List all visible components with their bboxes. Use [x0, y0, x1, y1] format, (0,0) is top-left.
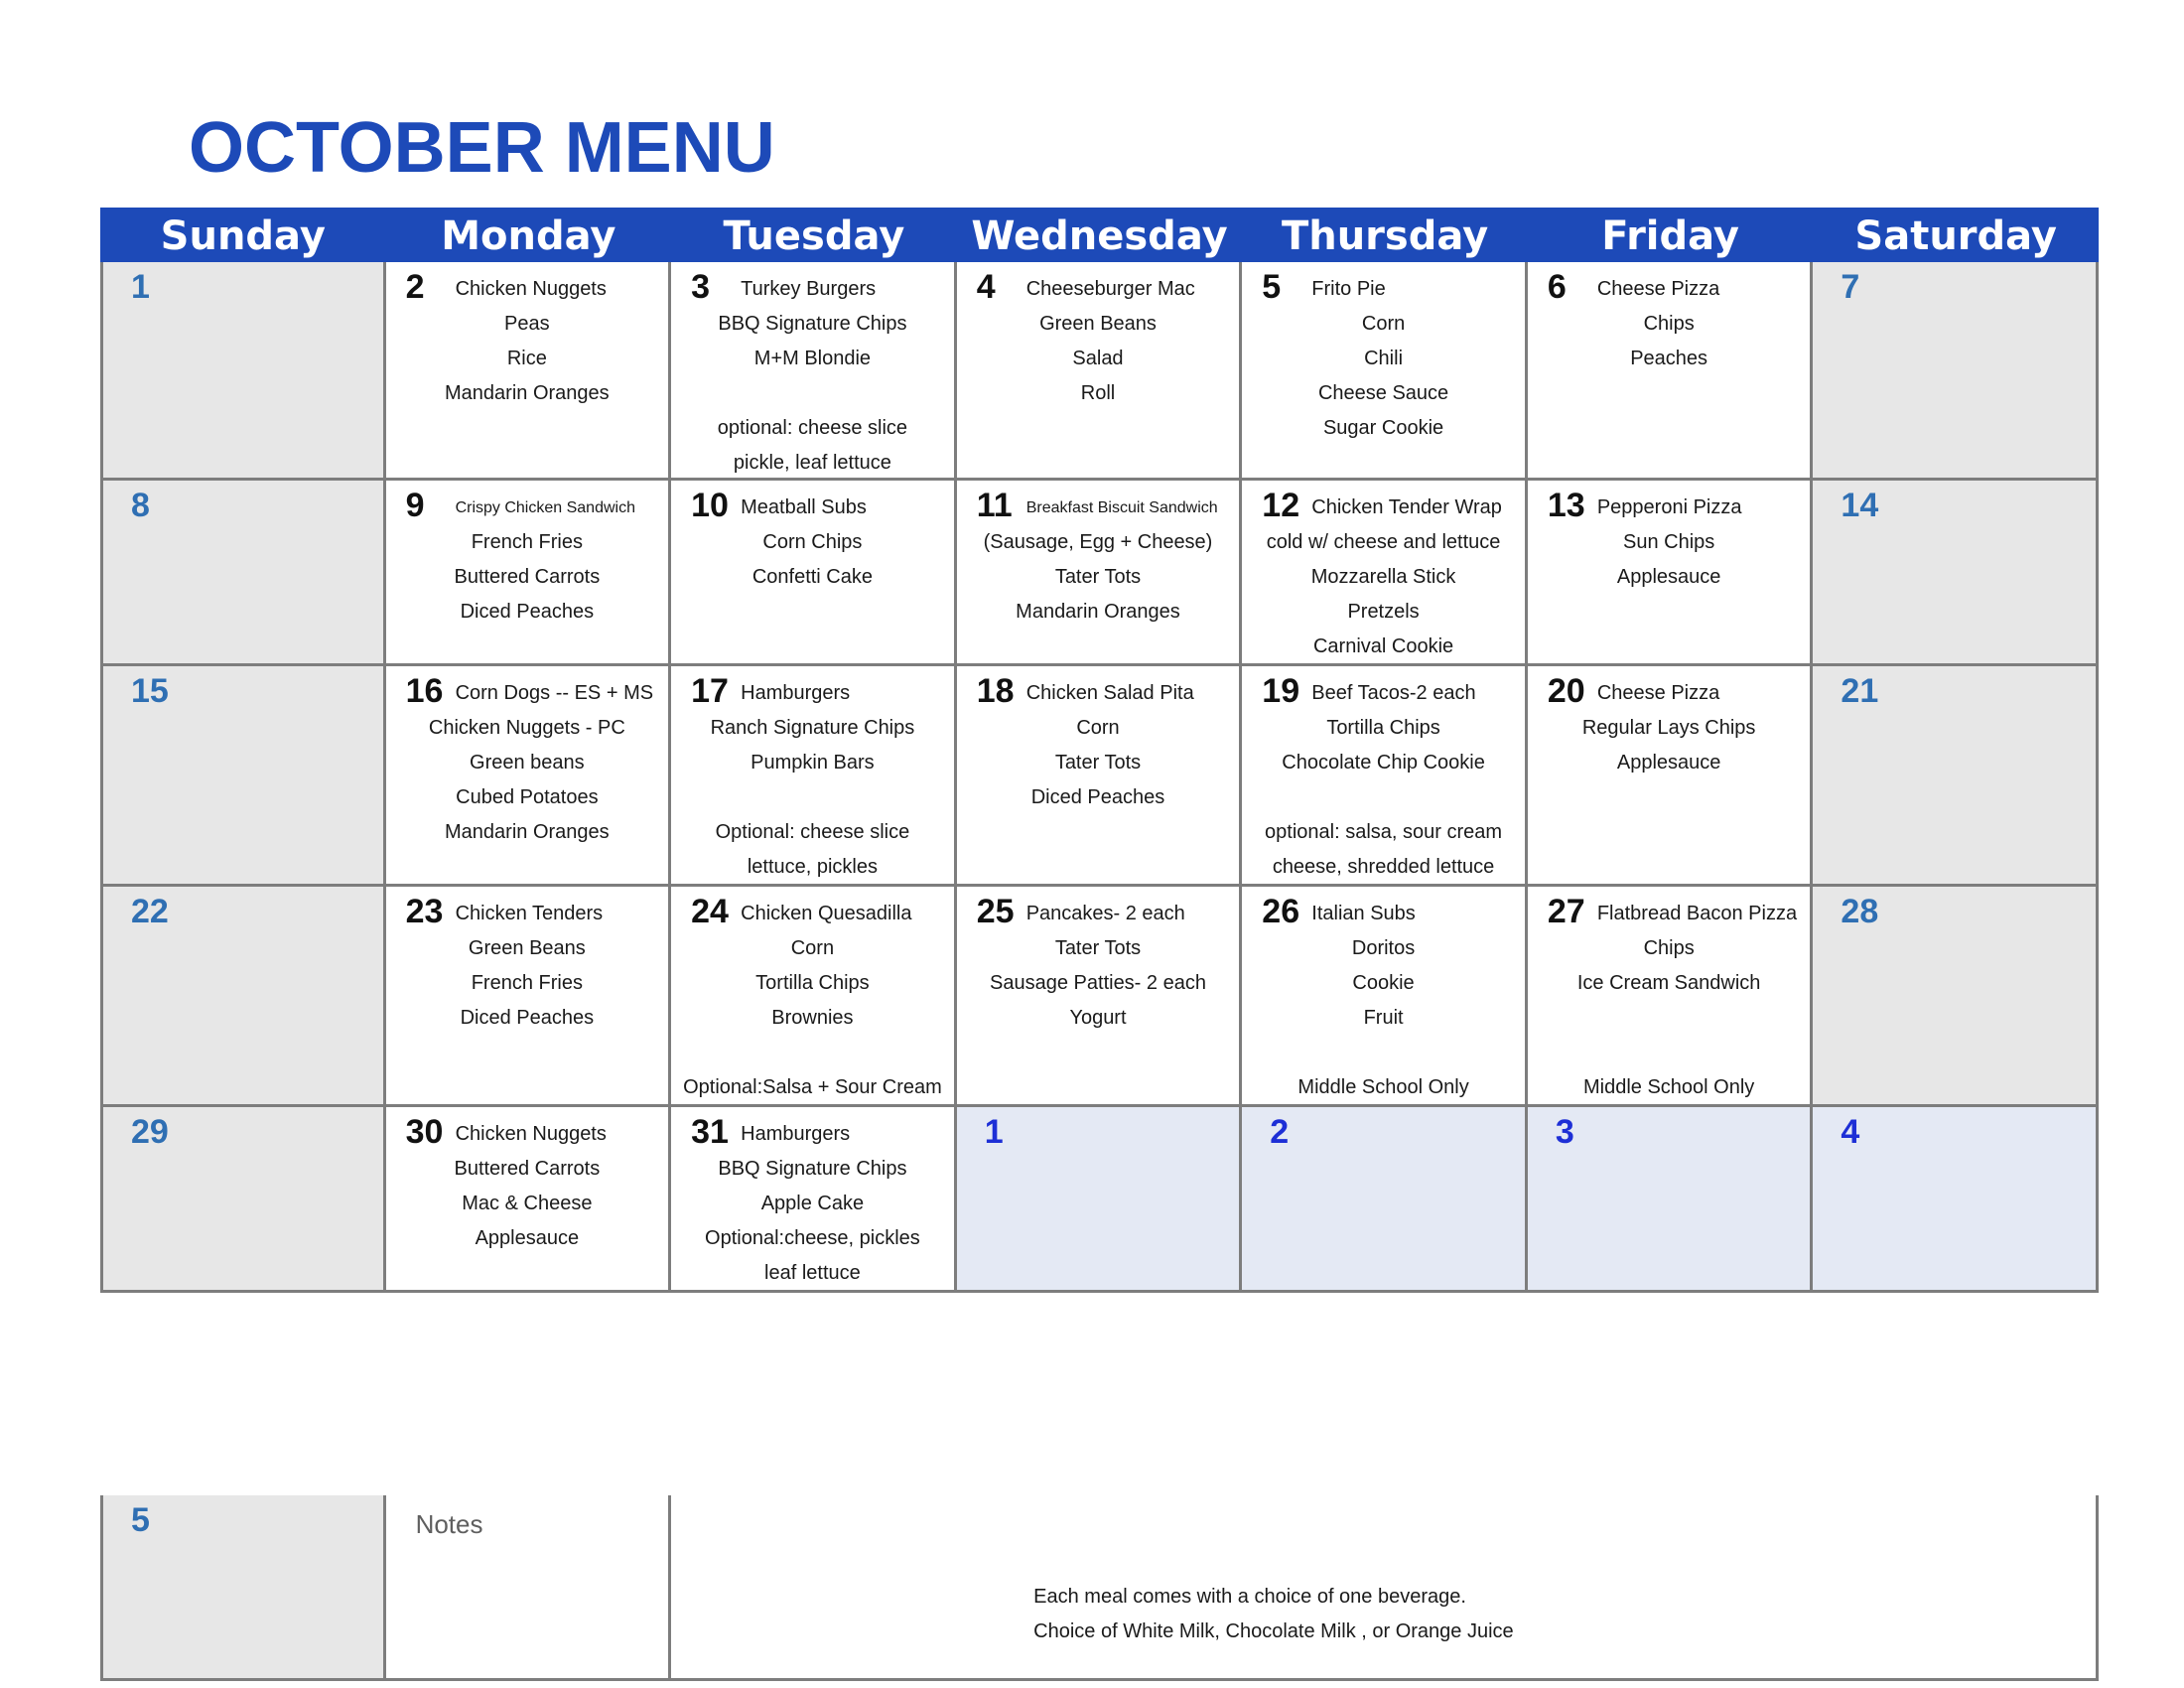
day-cell — [1528, 666, 1814, 887]
menu-item: Optional: cheese slice — [715, 821, 910, 843]
day-number: 2 — [405, 268, 425, 306]
menu-item: Corn — [1361, 313, 1406, 335]
day-number: 9 — [405, 487, 425, 524]
day-cell — [100, 1495, 386, 1681]
menu-item: (Sausage, Egg + Cheese) — [983, 531, 1213, 553]
menu-items — [1528, 676, 1811, 780]
day-cell — [671, 666, 957, 887]
menu-items — [671, 272, 954, 481]
menu-item: Pumpkin Bars — [751, 752, 875, 774]
day-cell — [957, 481, 1243, 666]
menu-item: Ranch Signature Chips — [710, 717, 915, 739]
menu-item: Middle School Only — [1297, 1076, 1469, 1098]
menu-items — [957, 491, 1240, 630]
menu-items — [386, 676, 669, 850]
menu-item: BBQ Signature Chips — [718, 313, 907, 335]
day-cell — [1242, 481, 1528, 666]
notes-cell — [386, 1495, 672, 1681]
menu-main-item: Hamburgers — [741, 682, 851, 704]
day-number: 29 — [131, 1113, 169, 1151]
day-cell — [1242, 666, 1528, 887]
day-cell — [100, 481, 386, 666]
menu-item: Corn — [1076, 717, 1120, 739]
day-number: 25 — [976, 893, 1015, 930]
day-cell — [671, 481, 957, 666]
day-number: 23 — [405, 893, 444, 930]
day-number: 15 — [131, 672, 169, 710]
menu-item: Fruit — [1363, 1007, 1404, 1029]
day-cell — [1813, 481, 2099, 666]
menu-main-item: Pancakes- 2 each — [1025, 903, 1185, 924]
day-cell — [1528, 1107, 1814, 1293]
menu-item: Corn Chips — [762, 531, 863, 553]
menu-item: Cheese Sauce — [1317, 382, 1449, 404]
day-cell — [1528, 481, 1814, 666]
menu-items — [957, 272, 1240, 411]
menu-item: Diced Peaches — [1030, 786, 1165, 808]
day-number: 22 — [131, 893, 169, 930]
menu-item: Chips — [1643, 937, 1695, 959]
menu-item: Tater Tots — [1054, 566, 1142, 588]
weekday-header: Thursday — [1281, 213, 1489, 259]
day-number: 18 — [976, 672, 1015, 710]
menu-item: Sugar Cookie — [1322, 417, 1444, 439]
menu-item: pickle, leaf lettuce — [733, 452, 891, 474]
day-cell — [957, 887, 1243, 1107]
menu-item — [671, 376, 954, 411]
menu-items — [671, 676, 954, 885]
menu-item: Rice — [506, 348, 547, 369]
day-number: 13 — [1547, 487, 1585, 524]
day-cell — [1813, 666, 2099, 887]
menu-item: Optional:cheese, pickles — [705, 1227, 920, 1249]
menu-main-item: Chicken Salad Pita — [1025, 682, 1194, 704]
day-cell — [1528, 887, 1814, 1107]
day-cell — [1813, 1107, 2099, 1293]
menu-main-item: Chicken Nuggets — [455, 1123, 607, 1145]
menu-items — [386, 272, 669, 411]
menu-item: Tortilla Chips — [1326, 717, 1440, 739]
day-number: 19 — [1262, 672, 1300, 710]
menu-item: Regular Lays Chips — [1581, 717, 1756, 739]
day-cell — [386, 666, 672, 887]
menu-main-item: Beef Tacos-2 each — [1311, 682, 1476, 704]
menu-item: Middle School Only — [1582, 1076, 1755, 1098]
menu-item: optional: cheese slice — [717, 417, 908, 439]
menu-main-item: Chicken Tender Wrap — [1311, 496, 1502, 518]
day-number: 14 — [1841, 487, 1879, 524]
calendar — [100, 208, 2099, 1642]
menu-item: Carnival Cookie — [1312, 635, 1454, 657]
menu-item: Mandarin Oranges — [445, 382, 610, 404]
day-number: 4 — [1841, 1113, 1860, 1151]
menu-main-item: Cheese Pizza — [1596, 682, 1720, 704]
menu-item — [671, 780, 954, 815]
menu-items — [671, 491, 954, 595]
day-cell — [1242, 887, 1528, 1107]
day-number: 5 — [131, 1501, 150, 1539]
menu-item: French Fries — [471, 531, 583, 553]
menu-main-item: Meatball Subs — [741, 496, 867, 518]
menu-item: Sausage Patties- 2 each — [990, 972, 1206, 994]
menu-item: Applesauce — [1616, 752, 1721, 774]
menu-item: Buttered Carrots — [454, 566, 601, 588]
menu-item: M+M Blondie — [753, 348, 872, 369]
menu-main-item: Frito Pie — [1311, 278, 1386, 300]
menu-main-item: Italian Subs — [1311, 903, 1416, 924]
menu-item: leaf lettuce — [764, 1262, 861, 1284]
day-cell — [1242, 1107, 1528, 1293]
day-number: 1 — [984, 1113, 1004, 1151]
day-number: 10 — [691, 487, 729, 524]
menu-main-item: Cheeseburger Mac — [1025, 278, 1195, 300]
menu-item — [1528, 1036, 1811, 1070]
beverage-note-line: Choice of White Milk, Chocolate Milk , or Orange Juice — [1033, 1620, 1514, 1642]
menu-items — [1528, 272, 1811, 376]
menu-item: Optional:Salsa + Sour Cream — [683, 1076, 942, 1098]
menu-main-item: Corn Dogs -- ES + MS — [455, 682, 654, 704]
menu-items — [671, 897, 954, 1105]
day-number: 1 — [131, 268, 150, 306]
beverage-note-cell — [671, 1495, 2099, 1681]
day-cell — [1242, 262, 1528, 481]
menu-item: Chocolate Chip Cookie — [1282, 752, 1485, 774]
menu-item: Mandarin Oranges — [1016, 601, 1180, 623]
menu-item: Applesauce — [475, 1227, 580, 1249]
day-cell — [100, 887, 386, 1107]
day-number: 6 — [1547, 268, 1567, 306]
menu-item: Diced Peaches — [460, 601, 595, 623]
notes-row — [100, 1495, 2099, 1681]
day-number: 27 — [1547, 893, 1585, 930]
menu-item: Ice Cream Sandwich — [1576, 972, 1761, 994]
day-cell — [671, 887, 957, 1107]
menu-items — [386, 491, 669, 630]
page-title: OCTOBER MENU — [189, 108, 775, 188]
day-number: 26 — [1262, 893, 1300, 930]
weekday-header: Saturday — [1854, 213, 2057, 259]
menu-items — [386, 1117, 669, 1256]
calendar-grid — [100, 262, 2099, 1293]
day-number: 12 — [1262, 487, 1300, 524]
menu-item: Cookie — [1352, 972, 1415, 994]
day-cell — [1528, 262, 1814, 481]
beverage-note — [1033, 1580, 1514, 1649]
menu-main-item: Chicken Tenders — [455, 903, 604, 924]
menu-item: Chili — [1364, 348, 1404, 369]
day-number: 4 — [976, 268, 996, 306]
menu-main-item: Turkey Burgers — [741, 278, 877, 300]
day-cell — [386, 481, 672, 666]
day-number: 8 — [131, 487, 150, 524]
day-number: 31 — [691, 1113, 729, 1151]
day-cell — [386, 262, 672, 481]
menu-item: Chips — [1643, 313, 1695, 335]
menu-item: Tater Tots — [1054, 752, 1142, 774]
menu-items — [957, 897, 1240, 1036]
menu-item: Buttered Carrots — [454, 1158, 601, 1180]
menu-item: Green Beans — [468, 937, 586, 959]
weekday-header: Friday — [1601, 213, 1739, 259]
day-cell — [100, 666, 386, 887]
menu-items — [957, 676, 1240, 815]
weekday-header: Monday — [441, 213, 616, 259]
menu-item: BBQ Signature Chips — [718, 1158, 907, 1180]
menu-item: Tortilla Chips — [755, 972, 870, 994]
day-number: 3 — [1555, 1113, 1574, 1151]
weekday-header: Sunday — [160, 213, 326, 259]
menu-main-item: Hamburgers — [741, 1123, 851, 1145]
day-number: 17 — [691, 672, 729, 710]
menu-item: Mozzarella Stick — [1310, 566, 1456, 588]
day-number: 28 — [1841, 893, 1879, 930]
menu-item: French Fries — [471, 972, 583, 994]
day-cell — [100, 262, 386, 481]
menu-items — [1242, 676, 1525, 885]
menu-item: Sun Chips — [1622, 531, 1715, 553]
weekday-header: Wednesday — [971, 213, 1228, 259]
menu-main-item: Crispy Chicken Sandwich — [455, 499, 635, 516]
day-number: 20 — [1547, 672, 1585, 710]
menu-item: Doritos — [1351, 937, 1416, 959]
day-cell — [100, 1107, 386, 1293]
day-number: 2 — [1270, 1113, 1290, 1151]
day-number: 7 — [1841, 268, 1860, 306]
menu-main-item: Flatbread Bacon Pizza — [1596, 903, 1798, 924]
day-cell — [386, 887, 672, 1107]
day-number: 3 — [691, 268, 711, 306]
menu-item: Cubed Potatoes — [456, 786, 599, 808]
menu-item: cheese, shredded lettuce — [1272, 856, 1495, 878]
menu-item: lettuce, pickles — [747, 856, 878, 878]
menu-main-item: Breakfast Biscuit Sandwich — [1025, 499, 1218, 516]
menu-item: Confetti Cake — [751, 566, 873, 588]
menu-items — [386, 897, 669, 1036]
menu-item: Corn — [790, 937, 835, 959]
menu-item — [1242, 1036, 1525, 1070]
menu-item: Applesauce — [1616, 566, 1721, 588]
menu-item: Mandarin Oranges — [445, 821, 610, 843]
day-cell — [671, 262, 957, 481]
day-number: 24 — [691, 893, 729, 930]
menu-main-item: Chicken Quesadilla — [741, 903, 912, 924]
menu-item: Peaches — [1630, 348, 1708, 369]
menu-main-item: Chicken Nuggets — [455, 278, 607, 300]
menu-item: Chicken Nuggets - PC — [428, 717, 625, 739]
day-number: 21 — [1841, 672, 1879, 710]
menu-item — [1242, 780, 1525, 815]
menu-item: cold w/ cheese and lettuce — [1266, 531, 1501, 553]
day-cell — [957, 666, 1243, 887]
menu-item: optional: salsa, sour cream — [1265, 821, 1503, 843]
menu-item — [671, 1036, 954, 1070]
day-cell — [1813, 262, 2099, 481]
menu-item: Yogurt — [1069, 1007, 1127, 1029]
menu-main-item: Cheese Pizza — [1596, 278, 1720, 300]
day-number: 16 — [405, 672, 444, 710]
beverage-note-line: Each meal comes with a choice of one beverage. — [1033, 1586, 1466, 1608]
menu-items — [1242, 897, 1525, 1105]
menu-item: Tater Tots — [1054, 937, 1142, 959]
day-cell — [671, 1107, 957, 1293]
menu-items — [1528, 897, 1811, 1105]
day-cell — [957, 262, 1243, 481]
menu-items — [1242, 272, 1525, 446]
menu-item: Brownies — [771, 1007, 854, 1029]
weekday-header-row — [100, 208, 2099, 262]
menu-items — [1528, 491, 1811, 595]
day-cell — [386, 1107, 672, 1293]
menu-items — [671, 1117, 954, 1291]
day-cell — [957, 1107, 1243, 1293]
menu-item: Green beans — [470, 752, 585, 774]
menu-items — [1242, 491, 1525, 664]
menu-item: Green Beans — [1039, 313, 1157, 335]
menu-item: Roll — [1080, 382, 1116, 404]
menu-item: Salad — [1072, 348, 1124, 369]
menu-item: Apple Cake — [760, 1193, 865, 1214]
menu-item: Pretzels — [1347, 601, 1420, 623]
menu-item: Mac & Cheese — [462, 1193, 593, 1214]
day-cell — [1813, 887, 2099, 1107]
notes-label: Notes — [415, 1509, 483, 1539]
weekday-header: Tuesday — [723, 213, 905, 259]
menu-item — [1528, 1001, 1811, 1036]
day-number: 5 — [1262, 268, 1282, 306]
menu-item: Diced Peaches — [460, 1007, 595, 1029]
day-number: 11 — [976, 487, 1013, 524]
day-number: 30 — [405, 1113, 444, 1151]
menu-main-item: Pepperoni Pizza — [1596, 496, 1742, 518]
menu-item: Peas — [504, 313, 550, 335]
